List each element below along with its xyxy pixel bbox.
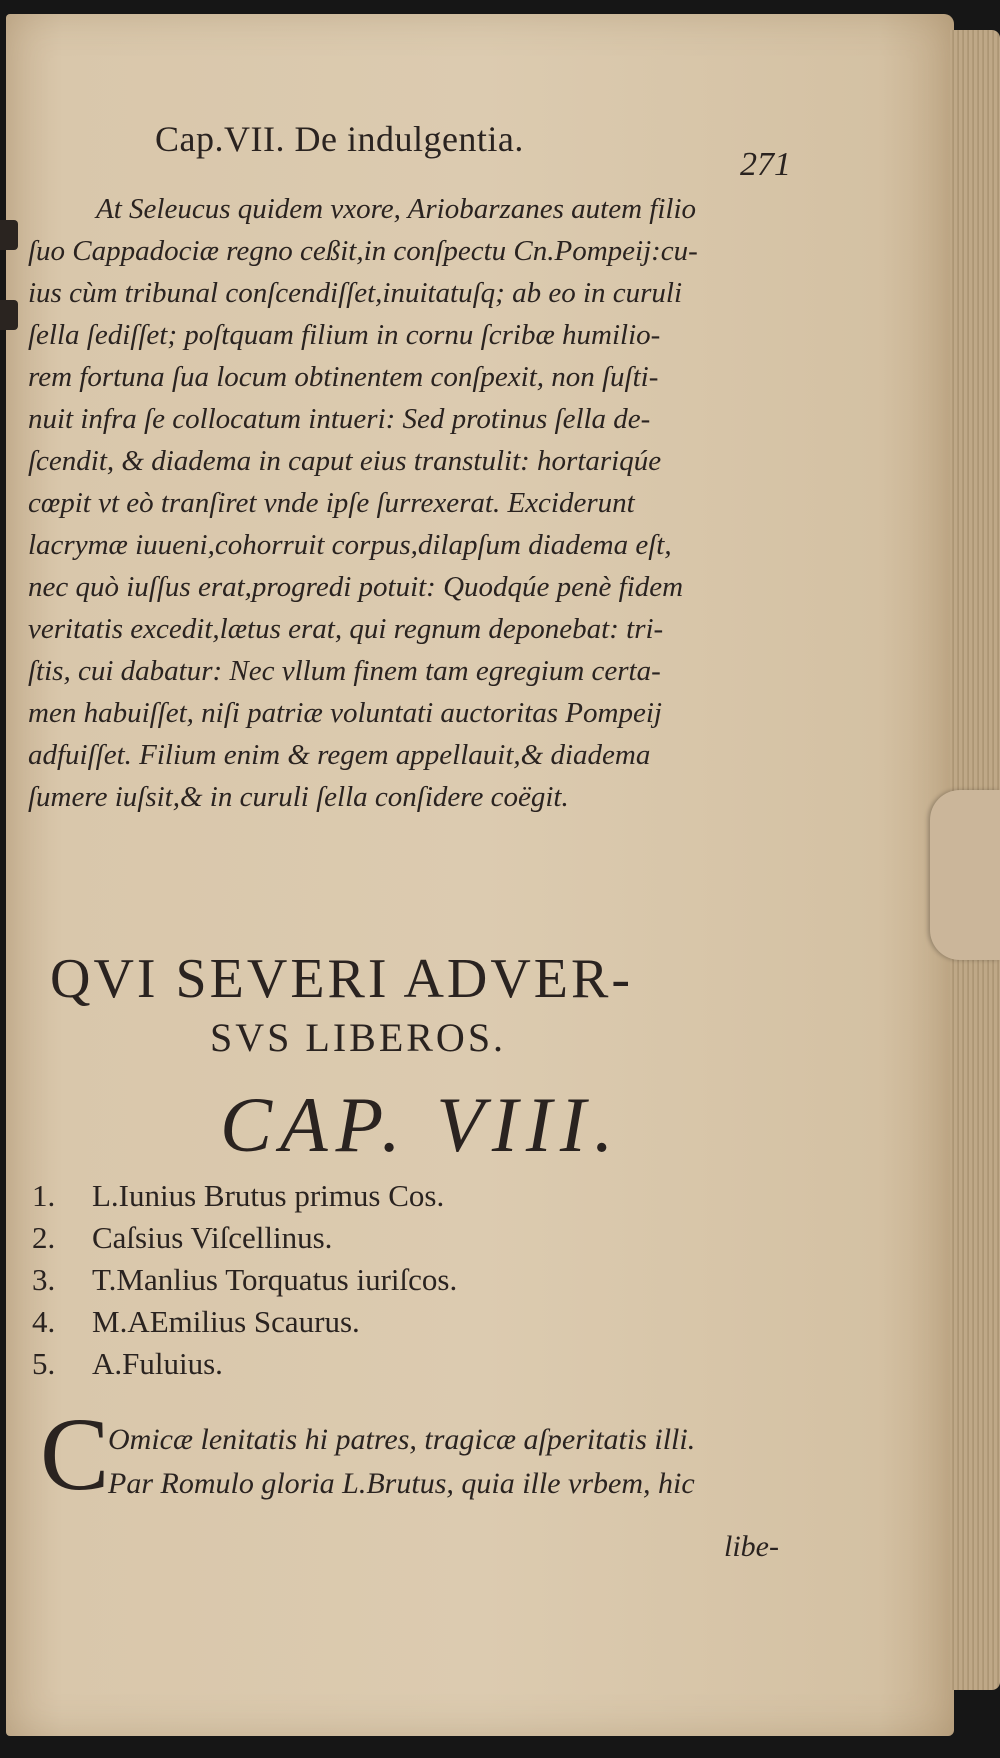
- list-item: [32, 1259, 732, 1301]
- item-text: Caſsius Viſcellinus.: [92, 1220, 333, 1255]
- body-line: nec quò iuſſus erat,progredi potuit: Quodqúe penè fidem: [28, 571, 684, 603]
- body-line: veritatis excedit,lætus erat, qui regnum deponebat: tri-: [28, 613, 664, 645]
- section-title-continued: SVS LIBEROS.: [210, 1015, 507, 1060]
- body-line: ſcendit, & diadema in caput eius transtulit: hortariqúe: [28, 445, 662, 477]
- chapter-opening-text: [108, 1418, 808, 1506]
- body-line: nuit infra ſe collocatum intueri: Sed protinus ſella de-: [28, 403, 651, 435]
- list-item: [32, 1301, 732, 1343]
- body-line: men habuiſſet, niſi patriæ voluntati auctoritas Pompeij: [28, 697, 662, 729]
- item-text: L.Iunius Brutus primus Cos.: [92, 1178, 445, 1213]
- chapter-contents-list: [32, 1175, 732, 1385]
- page-number: 271: [740, 146, 791, 183]
- body-line: At Seleucus quidem vxore, Ariobarzanes autem filio: [96, 193, 697, 225]
- body-line: rem fortuna ſua locum obtinentem conſpexit, non ſuſti-: [28, 361, 659, 393]
- body-line: adfuiſſet. Filium enim & regem appellauit,& diadema: [28, 739, 651, 771]
- body-text: [28, 188, 808, 818]
- body-line: Omicæ lenitatis hi patres, tragicæ aſperitatis illi.: [108, 1423, 696, 1456]
- item-text: T.Manlius Torquatus iuriſcos.: [92, 1262, 458, 1297]
- item-number: 4.: [32, 1304, 56, 1339]
- list-item: [32, 1217, 732, 1259]
- body-line: ſella ſediſſet; poſtquam filium in cornu ſcribæ humilio-: [28, 319, 661, 351]
- running-head: Cap.VII. De indulgentia.: [155, 119, 524, 159]
- item-number: 2.: [32, 1220, 56, 1255]
- body-line: Par Romulo gloria L.Brutus, quia ille vrbem, hic: [108, 1467, 695, 1500]
- body-line: cœpit vt eò tranſiret vnde ipſe ſurrexerat. Exciderunt: [28, 487, 635, 519]
- item-text: M.AEmilius Scaurus.: [92, 1304, 360, 1339]
- drop-cap: C: [40, 1397, 110, 1512]
- body-line: ius cùm tribunal conſcendiſſet,inuitatuſq; ab eo in curuli: [28, 277, 683, 309]
- chapter-label: CAP. VIII.: [220, 1081, 622, 1168]
- body-line: ſtis, cui dabatur: Nec vllum finem tam egregium certa-: [28, 655, 661, 687]
- item-text: A.Fuluius.: [92, 1346, 223, 1381]
- item-number: 5.: [32, 1346, 56, 1381]
- section-title: QVI SEVERI ADVER-: [50, 948, 633, 1010]
- body-line: ſumere iuſsit,& in curuli ſella conſidere coëgit.: [28, 781, 569, 813]
- item-number: 3.: [32, 1262, 56, 1297]
- body-line: lacrymæ iuueni,cohorruit corpus,dilapſum diadema eſt,: [28, 529, 672, 561]
- list-item: [32, 1343, 732, 1385]
- item-number: 1.: [32, 1178, 56, 1213]
- list-item: [32, 1175, 732, 1217]
- catchword: libe-: [724, 1530, 779, 1563]
- body-line: ſuo Cappadociæ regno ceßit,in conſpectu Cn.Pompeij:cu-: [28, 235, 698, 267]
